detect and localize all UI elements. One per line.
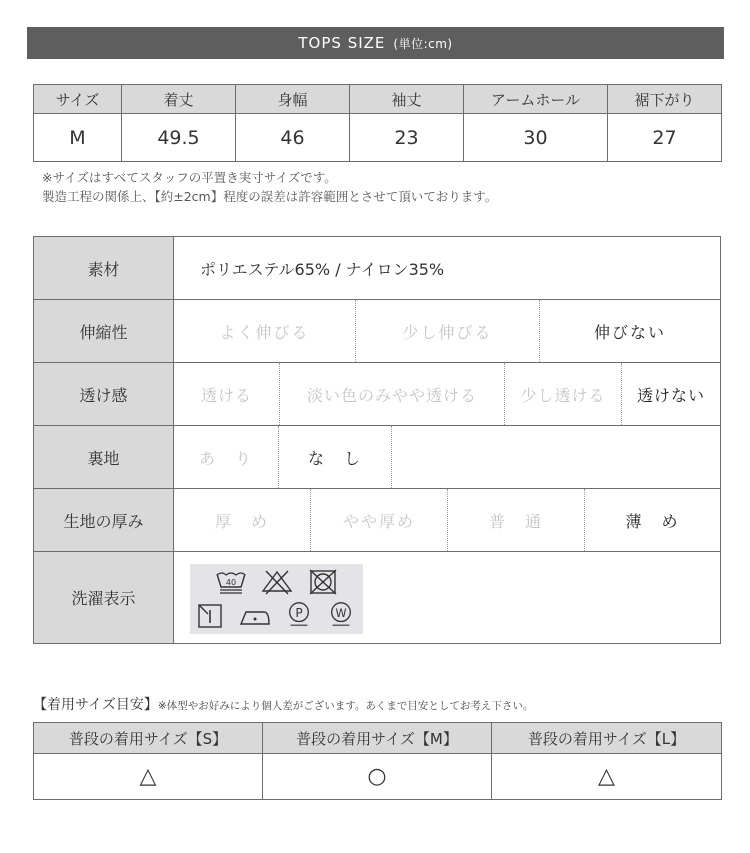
dry-clean-p-icon	[282, 600, 316, 628]
note-line: ※サイズはすべてスタッフの平置き実寸サイズです。	[42, 170, 337, 185]
lining-option: あ り	[174, 426, 279, 488]
fit-value-m: ○	[263, 754, 492, 800]
fit-value-s: △	[34, 754, 263, 800]
header-title: TOPS SIZE	[298, 34, 386, 52]
spec-row-lining	[34, 426, 720, 489]
size-value: M	[34, 114, 122, 162]
spec-row-care	[34, 552, 720, 643]
spec-label-sheer: 透け感	[34, 363, 174, 425]
material-value: ポリエステル65% / ナイロン35%	[200, 259, 445, 279]
size-header-bar	[27, 27, 724, 59]
spec-label-care: 洗濯表示	[34, 552, 174, 643]
wet-clean-w-icon	[324, 600, 358, 628]
spec-row-material	[34, 237, 720, 300]
sheer-option-selected: 透けない	[636, 385, 705, 405]
no-tumble-dry-icon	[306, 568, 340, 596]
spec-label-lining: 裏地	[34, 426, 174, 488]
fit-table	[33, 722, 722, 800]
fit-guide-title	[33, 694, 533, 714]
fit-guide-heading: 【着用サイズ目安】	[33, 697, 158, 713]
fit-table-header-row	[34, 723, 722, 754]
thickness-option-selected: 薄 め	[625, 511, 680, 531]
thickness-option: 普 通	[448, 489, 585, 551]
fit-value-l: △	[492, 754, 722, 800]
size-header-cell: サイズ	[34, 85, 122, 114]
fit-header-m: 普段の着用サイズ【M】	[263, 723, 492, 754]
header-unit: (単位:cm)	[393, 36, 453, 51]
spec-row-sheer	[34, 363, 720, 426]
thickness-option: 厚 め	[174, 489, 311, 551]
spec-label-thickness: 生地の厚み	[34, 489, 174, 551]
wash-temp-label: 40	[225, 578, 237, 587]
sleeve-value: 23	[350, 114, 464, 162]
stretch-option: よく伸びる	[174, 300, 356, 362]
fit-guide-note: ※体型やお好みにより個人差がございます。あくまで目安としてお考え下さい。	[157, 700, 534, 712]
measurement-notes	[42, 168, 497, 206]
hem-drop-header-cell: 裾下がり	[608, 85, 722, 114]
size-table-header-row	[34, 85, 722, 114]
sheer-option: 透ける	[174, 363, 280, 425]
width-value: 46	[236, 114, 350, 162]
fit-header-s: 普段の着用サイズ【S】	[34, 723, 263, 754]
hand-wash-40-icon	[214, 568, 248, 596]
sheer-option: 少し透ける	[505, 363, 622, 425]
spec-label-material: 素材	[34, 237, 174, 299]
stretch-option-selected: 伸びない	[593, 322, 666, 342]
fit-header-l: 普段の着用サイズ【L】	[492, 723, 722, 754]
dry-clean-letter: P	[295, 605, 303, 620]
sleeve-header-cell: 袖丈	[350, 85, 464, 114]
wet-clean-letter: W	[335, 606, 347, 620]
armhole-value: 30	[464, 114, 608, 162]
stretch-option: 少し伸びる	[356, 300, 540, 362]
width-header-cell: 身幅	[236, 85, 350, 114]
spec-table	[33, 236, 721, 644]
note-line: 製造工程の関係上、【約±2cm】程度の誤差は許容範囲とさせて頂いております。	[42, 189, 498, 204]
shade-dry-icon	[194, 602, 228, 630]
size-table	[33, 84, 722, 162]
lining-option-selected: な し	[279, 426, 392, 488]
care-symbols-panel	[190, 564, 363, 634]
spec-row-stretch	[34, 300, 720, 363]
fit-table-row	[34, 754, 722, 800]
sheer-option: 淡い色のみやや透ける	[280, 363, 505, 425]
spec-row-thickness	[34, 489, 720, 552]
spec-label-stretch: 伸縮性	[34, 300, 174, 362]
size-table-row	[34, 114, 722, 162]
hem-drop-value: 27	[608, 114, 722, 162]
length-header-cell: 着丈	[122, 85, 236, 114]
thickness-option: やや厚め	[311, 489, 448, 551]
no-bleach-icon	[260, 568, 294, 596]
iron-low-icon	[238, 602, 272, 630]
armhole-header-cell: アームホール	[464, 85, 608, 114]
length-value: 49.5	[122, 114, 236, 162]
